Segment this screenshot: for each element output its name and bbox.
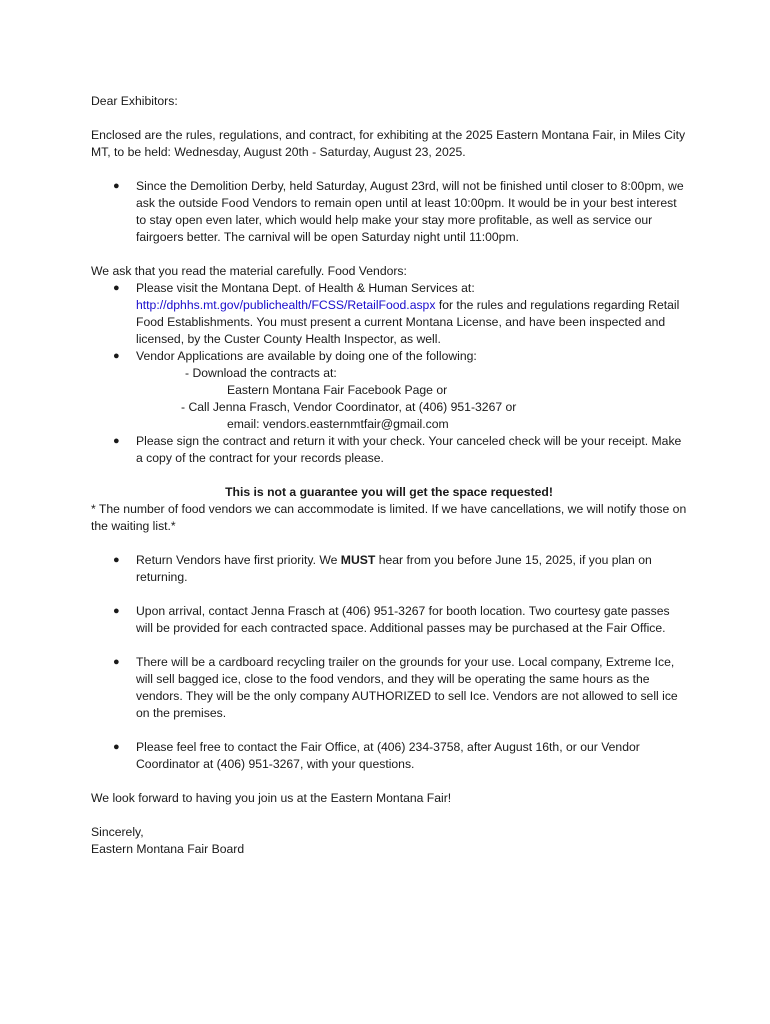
greeting: Dear Exhibitors: <box>91 94 178 108</box>
list-spacer <box>91 722 687 739</box>
return-vendors-text: Return Vendors have first priority. We <box>136 553 341 567</box>
call-coordinator-text: - Call Jenna Frasch, Vendor Coordinator, at (406) 951-3267 or <box>181 400 517 414</box>
list-spacer <box>91 586 687 603</box>
food-vendor-list <box>91 280 687 365</box>
bullet-icon: ● <box>113 741 120 753</box>
guarantee-heading: This is not a guarantee you will get the space requested! <box>225 485 553 499</box>
bullet-icon: ● <box>113 350 120 362</box>
must-emphasis: MUST <box>340 553 376 567</box>
facebook-page-text: Eastern Montana Fair Facebook Page or <box>227 383 448 397</box>
signature-text: Eastern Montana Fair Board <box>91 842 245 856</box>
sincerely-text: Sincerely, <box>91 825 144 839</box>
contact-text: Please feel free to contact the Fair Office, at (406) 234-3758, after August 16th, or our Vendor Coordinator at (406) 951-3267, with your questions. <box>136 740 640 771</box>
bullet-icon: ● <box>113 554 120 566</box>
bullet-icon: ● <box>113 605 120 617</box>
look-forward-text: We look forward to having you join us at the Eastern Montana Fair! <box>91 791 452 805</box>
list-item <box>91 552 687 586</box>
list-item <box>91 654 687 722</box>
retail-food-link[interactable]: http://dphhs.mt.gov/publichealth/FCSS/RetailFood.aspx <box>136 298 436 312</box>
list-item <box>91 433 687 467</box>
vendor-info-list <box>91 552 687 773</box>
list-spacer <box>91 637 687 654</box>
arrival-text: Upon arrival, contact Jenna Frasch at (406) 951-3267 for booth location. Two courtesy gate passes will be provided for each contracted space. Additional passes may be purchased at the Fair Office. <box>136 604 670 635</box>
sign-contract-text: Please sign the contract and return it with your check. Your canceled check will be your receipt. Make a copy of the contract for your records please. <box>136 434 682 465</box>
sign-list <box>91 433 687 467</box>
derby-list <box>91 178 687 246</box>
intro-paragraph: Enclosed are the rules, regulations, and contract, for exhibiting at the 2025 Eastern Montana Fair, in Miles City MT, to be held: Wednesday, August 20th - Saturday, August 23, 2025. <box>91 128 686 159</box>
list-item <box>91 178 687 246</box>
list-item <box>91 739 687 773</box>
visit-text-continued: for the rules and regulations regarding Retail Food Establishments. You must present a current Montana License, and have been inspected and licensed, by the Custer County Health Inspector, as well. <box>136 298 680 346</box>
bullet-icon: ● <box>113 435 120 447</box>
limited-note: * The number of food vendors we can accommodate is limited. If we have cancellations, we will notify those on the waiting list.* <box>91 502 687 533</box>
download-contracts-text: - Download the contracts at: <box>185 366 337 380</box>
list-item <box>91 348 687 365</box>
applications-text: Vendor Applications are available by doing one of the following: <box>136 349 477 363</box>
list-item <box>91 603 687 637</box>
return-vendors-text-continued: hear from you before June 15, 2025, if you plan on returning. <box>136 553 652 584</box>
bullet-icon: ● <box>113 282 120 294</box>
email-text: email: vendors.easternmtfair@gmail.com <box>227 417 449 431</box>
derby-text: Since the Demolition Derby, held Saturday, August 23rd, will not be finished until closer to 8:00pm, we ask the outside Food Vendors to remain open until at least 10:00pm. It would be in your best interest to stay open even later, which would help make your stay more profitable, as well as service our fairgoers better. The carnival will be open Saturday night until 11:00pm. <box>136 179 684 244</box>
bullet-icon: ● <box>113 180 120 192</box>
visit-text: Please visit the Montana Dept. of Health & Human Services at: <box>136 281 475 295</box>
list-item <box>91 280 687 348</box>
letter <box>91 93 687 858</box>
recycling-text: There will be a cardboard recycling trailer on the grounds for your use. Local company, Extreme Ice, will sell bagged ice, close to the food vendors, and they will be operating the same hours as the vendors. They will be the only company AUTHORIZED to sell Ice. Vendors are not allowed to sell ice on the premises. <box>136 655 678 720</box>
ask-read-text: We ask that you read the material carefully. Food Vendors: <box>91 264 407 278</box>
bullet-icon: ● <box>113 656 120 668</box>
